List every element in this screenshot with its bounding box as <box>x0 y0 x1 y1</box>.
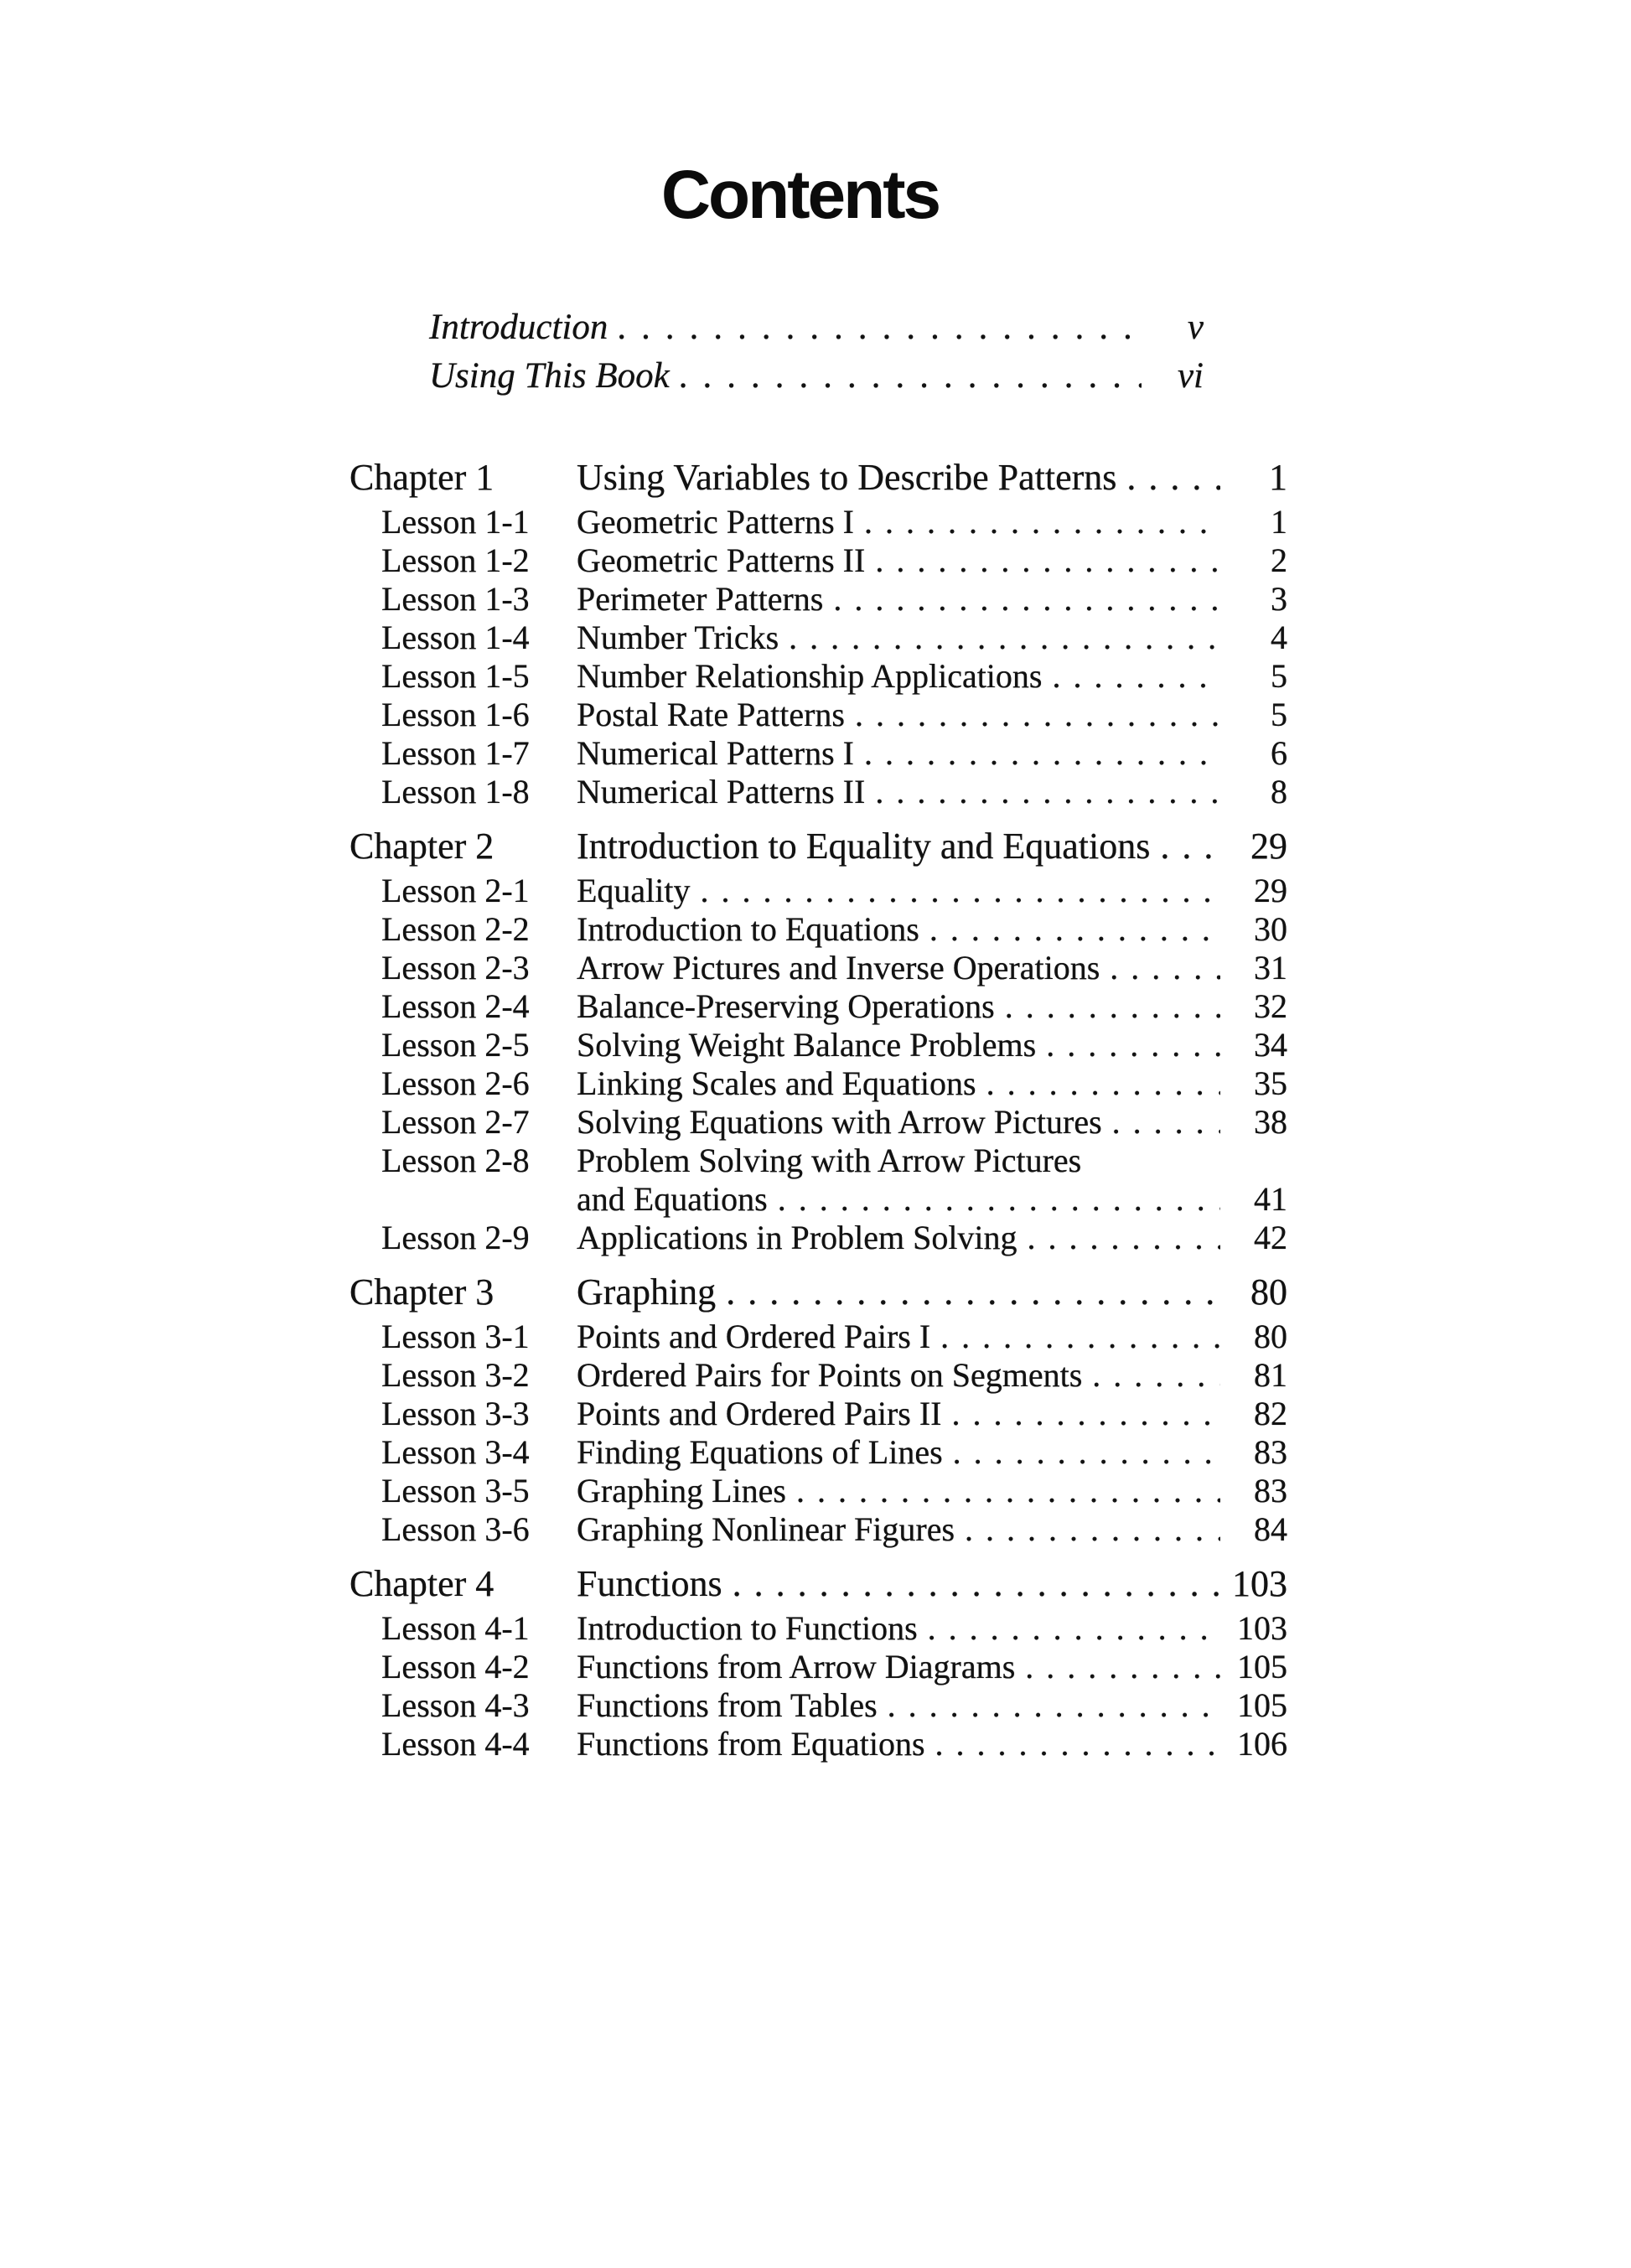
page-number: 6 <box>1271 734 1287 772</box>
lesson-label: Lesson 2-2 <box>381 910 530 948</box>
lesson-line <box>577 1686 1287 1725</box>
lesson-line <box>577 872 1287 910</box>
page-number: 103 <box>1237 1609 1287 1647</box>
lesson-row <box>350 580 1287 619</box>
chapter-row <box>350 454 1287 501</box>
chapter-block <box>350 1269 1287 1549</box>
lesson-label: Lesson 1-5 <box>381 657 530 695</box>
page-number: 105 <box>1237 1686 1287 1724</box>
page-number: 38 <box>1254 1103 1287 1141</box>
lesson-title: Solving Equations with Arrow Pictures <box>577 1103 1102 1141</box>
dot-leader <box>888 1686 1220 1725</box>
lesson-entry <box>577 1318 1287 1356</box>
lesson-line <box>577 1142 1287 1180</box>
dot-leader <box>986 1064 1220 1103</box>
dot-leader <box>1112 1103 1220 1142</box>
lesson-line <box>577 1356 1287 1395</box>
dot-leader <box>726 1269 1220 1316</box>
lesson-entry <box>577 1433 1287 1472</box>
lesson-title: Finding Equations of Lines <box>577 1433 943 1471</box>
page-number: 8 <box>1271 773 1287 810</box>
lesson-label: Lesson 1-8 <box>381 773 530 810</box>
lesson-label: Lesson 1-6 <box>381 696 530 733</box>
lesson-line <box>577 1609 1287 1648</box>
lesson-list <box>350 872 1287 1257</box>
lesson-entry <box>577 1648 1287 1686</box>
dot-leader <box>701 872 1220 910</box>
page-number: 4 <box>1271 619 1287 656</box>
dot-leader <box>680 352 1142 401</box>
dot-leader <box>1092 1356 1220 1395</box>
lesson-line <box>577 1648 1287 1686</box>
page-number: 1 <box>1271 503 1287 541</box>
lesson-row <box>350 1648 1287 1686</box>
dot-leader <box>864 734 1220 773</box>
dot-leader <box>789 619 1220 657</box>
lesson-entry <box>577 1395 1287 1433</box>
lesson-entry <box>577 1686 1287 1725</box>
lesson-label: Lesson 3-4 <box>381 1433 530 1471</box>
lesson-list <box>350 1609 1287 1763</box>
dot-leader <box>875 773 1220 811</box>
chapter-entry <box>577 454 1287 501</box>
lesson-row <box>350 1026 1287 1064</box>
lesson-line <box>577 503 1287 541</box>
toc-section <box>350 454 1287 1763</box>
lesson-line <box>577 734 1287 773</box>
lesson-title: Number Relationship Applications <box>577 657 1043 695</box>
lesson-row <box>350 910 1287 949</box>
chapter-label: Chapter 2 <box>350 826 494 867</box>
lesson-row <box>350 696 1287 734</box>
lesson-label: Lesson 2-4 <box>381 987 530 1025</box>
lesson-row <box>350 773 1287 811</box>
lesson-row <box>350 1064 1287 1103</box>
dot-leader <box>833 580 1220 619</box>
page-number: 32 <box>1254 987 1287 1025</box>
lesson-title: Numerical Patterns II <box>577 773 866 810</box>
lesson-entry <box>577 1219 1287 1257</box>
lesson-label: Lesson 2-9 <box>381 1219 530 1256</box>
lesson-entry <box>577 1510 1287 1549</box>
chapter-line <box>577 1561 1287 1608</box>
lesson-row <box>350 1510 1287 1549</box>
chapter-line <box>577 1269 1287 1316</box>
lesson-list <box>350 503 1287 811</box>
lesson-line <box>577 949 1287 987</box>
page-number: 80 <box>1254 1318 1287 1355</box>
lesson-entry <box>577 1064 1287 1103</box>
lesson-title: Equality <box>577 872 691 909</box>
chapter-title: Functions <box>577 1563 722 1604</box>
lesson-row <box>350 1356 1287 1395</box>
lesson-label: Lesson 2-3 <box>381 949 530 986</box>
dot-leader <box>1160 823 1220 870</box>
lesson-line <box>577 1510 1287 1549</box>
page-number: 2 <box>1271 541 1287 579</box>
lesson-entry <box>577 541 1287 580</box>
dot-leader <box>1025 1648 1220 1686</box>
page-number: 103 <box>1232 1563 1287 1604</box>
lesson-row <box>350 1609 1287 1648</box>
lesson-entry <box>577 1026 1287 1064</box>
page-number: 84 <box>1254 1510 1287 1548</box>
lesson-label: Lesson 2-8 <box>381 1142 530 1179</box>
dot-leader <box>953 1433 1220 1472</box>
lesson-title: Solving Weight Balance Problems <box>577 1026 1037 1064</box>
dot-leader <box>796 1472 1220 1510</box>
lesson-row <box>350 1318 1287 1356</box>
lesson-entry <box>577 987 1287 1026</box>
lesson-label: Lesson 3-1 <box>381 1318 530 1355</box>
lesson-title: Points and Ordered Pairs II <box>577 1395 942 1432</box>
lesson-label: Lesson 4-2 <box>381 1648 530 1685</box>
lesson-line <box>577 1725 1287 1763</box>
chapter-block <box>350 1561 1287 1763</box>
page-number: vi <box>1177 356 1204 396</box>
dot-leader <box>965 1510 1220 1549</box>
page-number: 81 <box>1254 1356 1287 1394</box>
lesson-row <box>350 987 1287 1026</box>
lesson-title: Introduction to Functions <box>577 1609 918 1647</box>
lesson-row <box>350 657 1287 696</box>
dot-leader <box>1028 1219 1220 1257</box>
chapter-label: Chapter 3 <box>350 1271 494 1313</box>
page-number: 35 <box>1254 1064 1287 1102</box>
lesson-title: Applications in Problem Solving <box>577 1219 1017 1256</box>
chapter-entry <box>577 1269 1287 1316</box>
lesson-line <box>577 541 1287 580</box>
lesson-title: Geometric Patterns II <box>577 541 866 579</box>
lesson-title: Geometric Patterns I <box>577 503 854 541</box>
page-number: 80 <box>1250 1271 1287 1313</box>
lesson-label: Lesson 4-4 <box>381 1725 530 1763</box>
lesson-row <box>350 1103 1287 1142</box>
lesson-row <box>350 619 1287 657</box>
lesson-row <box>350 1395 1287 1433</box>
dot-leader <box>1046 1026 1220 1064</box>
page-number: 5 <box>1271 696 1287 733</box>
page-number: 31 <box>1254 949 1287 986</box>
lesson-label: Lesson 4-1 <box>381 1609 530 1647</box>
page-number: 83 <box>1254 1472 1287 1509</box>
page-number: 3 <box>1271 580 1287 618</box>
lesson-title: Ordered Pairs for Points on Segments <box>577 1356 1083 1394</box>
lesson-entry <box>577 657 1287 696</box>
lesson-line <box>577 1219 1287 1257</box>
lesson-line <box>577 1318 1287 1356</box>
front-matter-title: Using This Book <box>429 356 670 396</box>
dot-leader <box>929 910 1220 949</box>
front-matter-row <box>429 303 1204 352</box>
lesson-title: Balance-Preserving Operations <box>577 987 995 1025</box>
lesson-title: Postal Rate Patterns <box>577 696 845 733</box>
chapter-label: Chapter 1 <box>350 457 494 498</box>
chapter-title: Using Variables to Describe Patterns <box>577 457 1117 498</box>
lesson-entry <box>577 1725 1287 1763</box>
page-number: 1 <box>1269 457 1287 498</box>
lesson-row <box>350 1219 1287 1257</box>
page-number: 41 <box>1254 1180 1287 1218</box>
lesson-row <box>350 1686 1287 1725</box>
lesson-label: Lesson 1-2 <box>381 541 530 579</box>
chapter-row <box>350 1269 1287 1316</box>
lesson-title: Linking Scales and Equations <box>577 1064 976 1102</box>
lesson-line <box>577 619 1287 657</box>
lesson-line <box>577 910 1287 949</box>
dot-leader <box>1110 949 1220 987</box>
lesson-label: Lesson 3-2 <box>381 1356 530 1394</box>
lesson-line <box>577 1395 1287 1433</box>
lesson-line <box>577 1433 1287 1472</box>
lesson-title: Graphing Lines <box>577 1472 786 1509</box>
page-number: 5 <box>1271 657 1287 695</box>
lesson-title: Arrow Pictures and Inverse Operations <box>577 949 1100 986</box>
dot-leader <box>940 1318 1220 1356</box>
lesson-row <box>350 949 1287 987</box>
lesson-entry <box>577 734 1287 773</box>
lesson-entry <box>577 1609 1287 1648</box>
lesson-line <box>577 773 1287 811</box>
lesson-row <box>350 1433 1287 1472</box>
chapter-title: Graphing <box>577 1271 717 1313</box>
lesson-entry <box>577 696 1287 734</box>
page-number: 82 <box>1254 1395 1287 1432</box>
lesson-label: Lesson 1-3 <box>381 580 530 618</box>
lesson-entry <box>577 580 1287 619</box>
chapter-row <box>350 1561 1287 1608</box>
front-matter-row <box>429 352 1204 401</box>
page-number: 34 <box>1254 1026 1287 1064</box>
dot-leader <box>618 303 1142 352</box>
lesson-title: Functions from Arrow Diagrams <box>577 1648 1016 1685</box>
chapter-entry <box>577 1561 1287 1608</box>
lesson-title: Problem Solving with Arrow Pictures <box>577 1142 1082 1179</box>
lesson-entry <box>577 1103 1287 1142</box>
dot-leader <box>855 696 1220 734</box>
lesson-row <box>350 503 1287 541</box>
lesson-row <box>350 1472 1287 1510</box>
page-number: 106 <box>1237 1725 1287 1763</box>
lesson-line <box>577 987 1287 1026</box>
lesson-title: Points and Ordered Pairs I <box>577 1318 931 1355</box>
dot-leader <box>935 1725 1220 1763</box>
dot-leader <box>1053 657 1221 696</box>
lesson-label: Lesson 1-4 <box>381 619 530 656</box>
lesson-title: Functions from Tables <box>577 1686 878 1724</box>
lesson-row <box>350 541 1287 580</box>
lesson-label: Lesson 3-3 <box>381 1395 530 1432</box>
contents-page <box>350 158 1287 1763</box>
lesson-title: Number Tricks <box>577 619 779 656</box>
chapter-row <box>350 823 1287 870</box>
page-number: 105 <box>1237 1648 1287 1685</box>
page-number: 29 <box>1254 872 1287 909</box>
dot-leader <box>928 1609 1220 1648</box>
lesson-entry <box>577 503 1287 541</box>
lesson-row <box>350 872 1287 910</box>
lesson-line <box>577 580 1287 619</box>
lesson-title: Perimeter Patterns <box>577 580 824 618</box>
lesson-line <box>577 1472 1287 1510</box>
dot-leader <box>1126 454 1220 501</box>
lesson-label: Lesson 1-1 <box>381 503 530 541</box>
chapter-label: Chapter 4 <box>350 1563 494 1604</box>
chapter-title: Introduction to Equality and Equations <box>577 826 1151 867</box>
lesson-label: Lesson 3-6 <box>381 1510 530 1548</box>
dot-leader <box>864 503 1220 541</box>
lesson-title: Graphing Nonlinear Figures <box>577 1510 955 1548</box>
lesson-entry <box>577 1472 1287 1510</box>
lesson-entry <box>577 1356 1287 1395</box>
lesson-row <box>350 734 1287 773</box>
lesson-line <box>577 657 1287 696</box>
page-title: Contents <box>660 157 940 233</box>
lesson-entry <box>577 619 1287 657</box>
lesson-label: Lesson 2-6 <box>381 1064 530 1102</box>
chapter-block <box>350 823 1287 1257</box>
lesson-label: Lesson 2-7 <box>381 1103 530 1141</box>
front-matter-section <box>429 303 1204 401</box>
lesson-row <box>350 1725 1287 1763</box>
lesson-entry <box>577 949 1287 987</box>
lesson-line <box>577 1026 1287 1064</box>
chapter-line <box>577 454 1287 501</box>
chapter-entry <box>577 823 1287 870</box>
lesson-entry <box>577 910 1287 949</box>
lesson-line-continued <box>577 1180 1287 1219</box>
lesson-line <box>577 1103 1287 1142</box>
lesson-label: Lesson 2-1 <box>381 872 530 909</box>
lesson-list <box>350 1318 1287 1549</box>
lesson-label: Lesson 3-5 <box>381 1472 530 1509</box>
dot-leader <box>1005 987 1220 1026</box>
lesson-entry <box>577 872 1287 910</box>
page-number: v <box>1187 308 1204 347</box>
lesson-title: Functions from Equations <box>577 1725 925 1763</box>
lesson-row <box>350 1142 1287 1219</box>
lesson-entry <box>577 773 1287 811</box>
page-number: 42 <box>1254 1219 1287 1256</box>
chapter-block <box>350 454 1287 811</box>
dot-leader <box>951 1395 1220 1433</box>
page-number: 29 <box>1250 826 1287 867</box>
front-matter-title: Introduction <box>429 308 608 347</box>
page-number: 30 <box>1254 910 1287 948</box>
lesson-label: Lesson 1-7 <box>381 734 530 772</box>
lesson-title-continued: and Equations <box>577 1180 768 1218</box>
lesson-title: Introduction to Equations <box>577 910 919 948</box>
chapter-line <box>577 823 1287 870</box>
lesson-line <box>577 696 1287 734</box>
lesson-line <box>577 1064 1287 1103</box>
page-number: 83 <box>1254 1433 1287 1471</box>
dot-leader <box>875 541 1220 580</box>
dot-leader <box>778 1180 1220 1219</box>
lesson-title: Numerical Patterns I <box>577 734 854 772</box>
lesson-label: Lesson 4-3 <box>381 1686 530 1724</box>
dot-leader <box>733 1561 1220 1608</box>
lesson-entry <box>577 1142 1287 1219</box>
lesson-label: Lesson 2-5 <box>381 1026 530 1064</box>
